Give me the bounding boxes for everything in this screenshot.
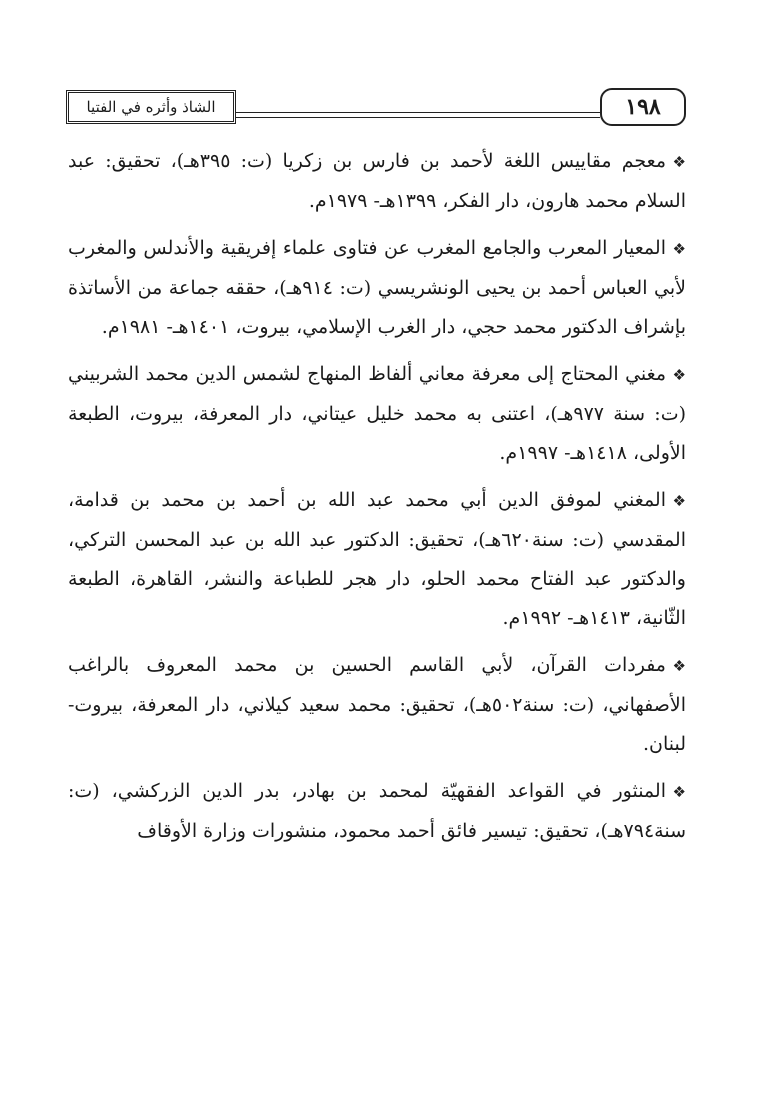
diamond-bullet-icon: ❖ [672,783,686,801]
page-header [66,88,686,130]
diamond-bullet-icon: ❖ [672,240,686,258]
entry-text: المعيار المعرب والجامع المغرب عن فتاوى علماء إفريقية والأندلس والمغرب لأبي العباس أحمد بن يحيى الونشريسي (ت: ٩١٤هـ)، حققه جماعة من الأساتذة بإشراف الدكتور محمد حجي، دار الغرب الإسلامي، بيروت، ١٤٠١هـ- ١٩٨١م. [68,237,687,338]
diamond-bullet-icon: ❖ [672,153,686,171]
bibliography-entry [68,481,686,638]
entry-text: المنثور في القواعد الفقهيّة لمحمد بن بهادر، بدر الدين الزركشي، (ت: سنة٧٩٤هـ)، تحقيق: تيسير فائق أحمد محمود، منشورات وزارة الأوقاف [68,780,686,842]
running-title: الشاذ وأثره في الفتيا [66,90,236,124]
entry-text: مفردات القرآن، لأبي القاسم الحسين بن محمد المعروف بالراغب الأصفهاني، (ت: سنة٥٠٢هـ)، تحقيق: محمد سعيد كيلاني، دار المعرفة، بيروت- لبنان. [68,654,686,755]
bibliography-entry [68,646,686,764]
entry-text: معجم مقاييس اللغة لأحمد بن فارس بن زكريا (ت: ٣٩٥هـ)، تحقيق: عبد السلام محمد هارون، دار الفكر، ١٣٩٩هـ- ١٩٧٩م. [68,150,686,212]
diamond-bullet-icon: ❖ [672,657,686,675]
bibliography-entry [68,772,686,851]
diamond-bullet-icon: ❖ [672,492,686,510]
diamond-bullet-icon: ❖ [672,366,686,384]
bibliography-entry [68,355,686,473]
page-number: ١٩٨ [600,88,686,126]
header-rule [236,112,600,118]
entry-text: مغني المحتاج إلى معرفة معاني ألفاظ المنهاج لشمس الدين محمد الشربيني (ت: سنة ٩٧٧هـ)، اعتنى به محمد خليل عيتاني، دار المعرفة، بيروت، الطبعة الأولى، ١٤١٨هـ- ١٩٩٧م. [68,363,686,464]
bibliography-list [68,142,686,859]
bibliography-entry [68,142,686,221]
bibliography-entry [68,229,686,347]
entry-text: المغني لموفق الدين أبي محمد عبد الله بن أحمد بن محمد بن قدامة، المقدسي (ت: سنة٦٢٠هـ)، تحقيق: الدكتور عبد الله بن عبد المحسن التركي، والدكتور عبد الفتاح محمد الحلو، دار هجر للطباعة والنشر، القاهرة، الطبعة الثّانية، ١٤١٣هـ- ١٩٩٢م. [68,489,686,629]
